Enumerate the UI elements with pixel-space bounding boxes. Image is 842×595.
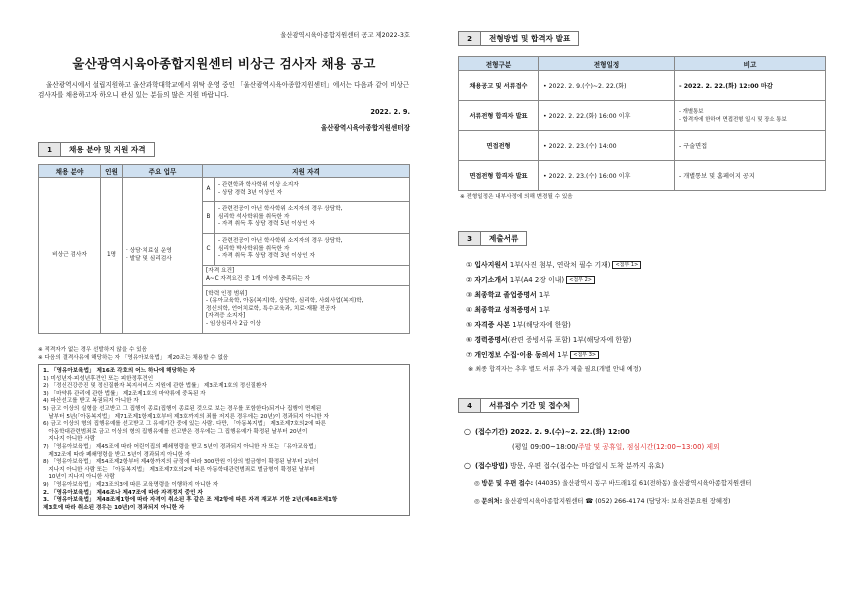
req-line: [자격 요건] bbox=[206, 267, 235, 274]
bullet-dot-icon: ◎ bbox=[474, 480, 482, 487]
duty-cell bbox=[123, 178, 203, 334]
table-header: 비고 bbox=[675, 57, 826, 71]
attachment-badge: <첨부 2> bbox=[566, 276, 595, 284]
section-number: 2 bbox=[459, 32, 481, 45]
list-item bbox=[466, 288, 826, 303]
attachment-badge: <첨부 1> bbox=[612, 261, 641, 269]
count-cell: 1명 bbox=[101, 178, 123, 334]
bullet-circle-icon: ○ bbox=[464, 427, 471, 436]
table-header: 지원 자격 bbox=[203, 165, 410, 178]
doc-name: 자격증 사본 bbox=[474, 321, 511, 329]
hours-text: (평일 09:00~18:00/ bbox=[512, 443, 579, 451]
box-item: 지나지 아니한 사람 bbox=[43, 436, 96, 443]
doc-detail: 1부(A4 2장 이내) bbox=[507, 276, 565, 284]
section-label: 서류접수 기간 및 접수처 bbox=[481, 399, 578, 412]
item-number: ⑤ bbox=[466, 321, 473, 329]
schedule-date: • 2022. 2. 22.(화) 16:00 이후 bbox=[539, 101, 675, 131]
requirement-cell bbox=[203, 266, 410, 286]
note-line: ※ 적격자가 없는 경우 선발하지 않을 수 있음 bbox=[38, 347, 147, 353]
box-item: 2) 「정신건강증진 및 정신질환자 복지서비스 지원에 관한 법률」 제3조제1호의 정신질환자 bbox=[43, 383, 267, 390]
box-item: 9) 「영유아보육법」 제23조의3에 따른 교육명령을 이행하지 아니한 자 bbox=[43, 481, 219, 488]
section-4-header bbox=[458, 398, 579, 413]
schedule-note: - 구술면접 bbox=[675, 131, 826, 161]
qual-key: B bbox=[203, 202, 215, 234]
qual-line: - 상담 경력 3년 이상인 자 bbox=[218, 189, 283, 196]
duty-line: · 상담·치료실 운영 bbox=[126, 247, 172, 254]
list-item bbox=[466, 348, 826, 363]
scope-line: 정신의학, 언어치료학, 특수교육과, 치료·재활 전공자 bbox=[206, 305, 336, 312]
box-item: 4) 파산선고를 받고 복권되지 아니한 자 bbox=[43, 398, 139, 405]
doc-name: 최종학교 졸업증명서 bbox=[474, 291, 537, 299]
reception-contact bbox=[464, 496, 826, 507]
box-item: 7) 「영유아보육법」 제45조에 따라 어린이집의 폐쇄명령을 받고 5년이 경과되지 아니한 자 또는 「유아교육법」 bbox=[43, 443, 320, 450]
section-label: 채용 분야 및 지원 자격 bbox=[61, 143, 154, 156]
box-item: 1) 미성년자·피성년후견인 또는 피한정후견인 bbox=[43, 375, 154, 382]
table-row bbox=[459, 101, 826, 131]
box-item: 5) 금고 이상의 실형을 선고받고 그 집행이 종료(집행이 종료된 것으로 보는 경우를 포함한다)되거나 집행이 면제된 bbox=[43, 405, 322, 412]
schedule-note-text: ※ 전형일정은 내부사정에 의해 변경될 수 있음 bbox=[460, 194, 573, 200]
qual-line: - 자격 취득 후 상담 경력 5년 이상인 자 bbox=[218, 221, 316, 228]
docs-note: ※ 최종 합격자는 추후 별도 서류 추가 제출 필요(개별 안내 예정) bbox=[468, 366, 642, 373]
qual-line: 심리학 석사학위를 취득한 자 bbox=[218, 213, 290, 220]
qual-line: - 관련전공이 아닌 학사학위 소지자의 경우 상담학, bbox=[218, 206, 343, 213]
qual-b-cell bbox=[215, 202, 410, 234]
box-item: 10년이 지나지 아니한 사람 bbox=[43, 474, 115, 481]
list-item bbox=[466, 303, 826, 318]
doc-name: 입사지원서 bbox=[474, 261, 508, 269]
section-number: 4 bbox=[459, 399, 481, 412]
qualification-table bbox=[38, 164, 410, 334]
doc-detail: (관련 증빙서류 포함) 1부(해당자에 한함) bbox=[507, 336, 632, 344]
address-value: (44035) 울산광역시 동구 바드래1길 61(전하동) 울산광역시육아종합지원센터 bbox=[533, 480, 752, 487]
qual-a-cell bbox=[215, 178, 410, 202]
doc-detail: 1부(사진 첨부, 연락처 필수 기재) bbox=[507, 261, 611, 269]
doc-name: 경력증명서 bbox=[474, 336, 508, 344]
scope-cell bbox=[203, 286, 410, 334]
contact-label: 문의처: bbox=[481, 498, 503, 505]
issuer-name: 울산광역시육아종합지원센터장 bbox=[320, 124, 410, 132]
schedule-stage: 면접전형 합격자 발표 bbox=[459, 161, 539, 191]
item-number: ⑦ bbox=[466, 351, 473, 359]
duty-line: · 발달 및 심리검사 bbox=[126, 255, 172, 262]
exclusion-text: 주말 및 공휴일, 점심시간(12:00~13:00) 제외 bbox=[578, 443, 720, 451]
intro-text: 울산광역시에서 설립지원하고 울산과학대학교에서 위탁 운영 중인 「울산광역시육아종합지원센터」에서는 다음과 같이 비상근 검사자를 채용하고자 하오니 관심 있는 분들의 많은 지원 바랍니다. bbox=[38, 81, 410, 99]
section-3-header bbox=[458, 231, 527, 246]
doc-detail: 1부 bbox=[536, 291, 550, 299]
box-item: 제32조에 따라 폐쇄명령을 받고 5년이 경과되지 아니한 자 bbox=[43, 451, 191, 458]
table-header: 전형구분 bbox=[459, 57, 539, 71]
box-item: 8) 「영유아보육법」 제54조제2항부터 제4항까지의 규정에 따라 300만원 이상의 벌금형이 확정된 날부터 2년이 bbox=[43, 459, 319, 466]
table-header: 주요 업무 bbox=[123, 165, 203, 178]
schedule-note: - 합격자에 한하여 면접전형 일시 및 장소 통보 bbox=[679, 116, 787, 123]
box-item: 아동학대관련범죄로 금고 이상의 형의 집행유예를 선고받은 경우에는 그 집행유예가 확정된 날부터 20년이 bbox=[43, 428, 308, 435]
schedule-stage: 서류전형 합격자 발표 bbox=[459, 101, 539, 131]
bullet-dot-icon: ◎ bbox=[474, 498, 482, 505]
qual-key: C bbox=[203, 234, 215, 266]
table-row bbox=[459, 161, 826, 191]
section-label: 전형방법 및 합격자 발표 bbox=[481, 32, 578, 45]
field-cell: 비상근 검사자 bbox=[39, 178, 101, 334]
table-header: 인원 bbox=[101, 165, 123, 178]
method-label: (접수방법) bbox=[475, 462, 508, 470]
qual-c-cell bbox=[215, 234, 410, 266]
note-line: ※ 다음의 결격사유에 해당하는 자 「영유아보육법」 제20조는 채용할 수 없음 bbox=[38, 354, 229, 361]
scope-line: - 임상심리사 2급 이상 bbox=[206, 320, 262, 327]
qual-line: - 관련학과 학사학위 이상 소지자 bbox=[218, 181, 299, 188]
schedule-stage: 면접전형 bbox=[459, 131, 539, 161]
schedule-note: - 개별통보 bbox=[679, 108, 704, 115]
notice-date: 2022. 2. 9. bbox=[370, 108, 410, 116]
schedule-note-cell bbox=[675, 101, 826, 131]
item-number: ③ bbox=[466, 291, 473, 299]
period-label: (접수기간) bbox=[475, 428, 508, 436]
box-item: 3) 「마약류 관리에 관한 법률」 제2조제1호의 마약류에 중독된 자 bbox=[43, 390, 206, 397]
qual-line: - 자격 취득 후 상담 경력 3년 이상인 자 bbox=[218, 253, 316, 260]
attachment-badge: <첨부 3> bbox=[570, 351, 599, 359]
table-notes bbox=[38, 347, 410, 362]
section-2-header bbox=[458, 31, 579, 46]
schedule-date: • 2022. 2. 9.(수)~2. 22.(화) bbox=[539, 71, 675, 101]
table-row bbox=[459, 71, 826, 101]
contact-value: 울산광역시육아종합지원센터 ☎ (052) 266-4174 (담당자: 보육전문요원 장혜정) bbox=[502, 498, 731, 505]
box-heading: 제3호에 따라 취소된 경우는 10년)이 경과되지 아니한 자 bbox=[43, 504, 185, 511]
qual-line: 심리학 박사학위를 취득한 자 bbox=[218, 245, 290, 252]
box-item: 지나지 아니한 사람 또는 「아동복지법」 제3조제7호의2에 따른 아동학대관련범죄로 벌금형이 확정된 날부터 bbox=[43, 466, 315, 473]
table-header: 전형일정 bbox=[539, 57, 675, 71]
doc-detail: 1부 bbox=[555, 351, 569, 359]
table-row bbox=[459, 131, 826, 161]
method-value: 방문, 우편 접수(접수는 마감일시 도착 분까지 유효) bbox=[507, 462, 664, 470]
item-number: ④ bbox=[466, 306, 473, 314]
reception-period bbox=[464, 426, 826, 438]
box-heading: 1. 「영유아보육법」 제16조 각호의 어느 하나에 해당하는 자 bbox=[43, 368, 196, 374]
document-list bbox=[466, 258, 826, 363]
doc-name: 자기소개서 bbox=[474, 276, 508, 284]
doc-name: 개인정보 수집·이용 동의서 bbox=[474, 351, 556, 359]
address-label: 방문 및 우편 접수: bbox=[481, 480, 534, 487]
qual-line: - 관련전공이 아닌 학사학위 소지자의 경우 상담학, bbox=[218, 238, 343, 245]
item-number: ① bbox=[466, 261, 473, 269]
schedule-stage: 채용공고 및 서류접수 bbox=[459, 71, 539, 101]
list-item bbox=[466, 318, 826, 333]
schedule-date: • 2022. 2. 23.(수) 14:00 bbox=[539, 131, 675, 161]
box-item: 6) 금고 이상의 형의 집행유예를 선고받고 그 유예기간 중에 있는 사람. 다만, 「아동복지법」 제3조제7호의2에 따른 bbox=[43, 421, 327, 428]
section-number: 1 bbox=[39, 143, 61, 156]
disqualification-box bbox=[38, 364, 410, 516]
section-1-header bbox=[38, 142, 155, 157]
req-line: A~C 자격요건 중 1개 이상에 충족되는 자 bbox=[206, 275, 311, 282]
item-number: ② bbox=[466, 276, 473, 284]
list-item bbox=[466, 258, 826, 273]
doc-detail: 1부 bbox=[536, 306, 550, 314]
box-heading: 3. 「영유아보육법」 제48조제1항에 따라 자격이 취소된 후 같은 조 제2항에 따른 자격 재교부 기한 2년(제48조제1항 bbox=[43, 497, 338, 504]
scope-line: - (유아교육학, 아동(복지)학, 상담학, 심리학, 사회사업(복지)학, bbox=[206, 298, 364, 305]
box-heading: 2. 「영유아보육법」 제46조나 제47조에 따라 자격정지 중인 자 bbox=[43, 489, 203, 496]
section-label: 제출서류 bbox=[481, 232, 526, 245]
schedule-table bbox=[458, 56, 826, 191]
item-number: ⑥ bbox=[466, 336, 473, 344]
scope-line: [학력 인정 범위] bbox=[206, 290, 248, 297]
qual-key: A bbox=[203, 178, 215, 202]
scope-line: [자격증 소지자] bbox=[206, 313, 246, 320]
list-item bbox=[466, 273, 826, 288]
reception-hours bbox=[464, 442, 826, 453]
period-value: 2022. 2. 9.(수)~2. 22.(화) 12:00 bbox=[507, 428, 630, 436]
table-header: 채용 분야 bbox=[39, 165, 101, 178]
doc-name: 최종학교 성적증명서 bbox=[474, 306, 537, 314]
doc-detail: 1부(해당자에 한함) bbox=[510, 321, 571, 329]
notice-number: 울산광역시육아종합지원센터 공고 제2022-3호 bbox=[280, 32, 410, 39]
reception-address bbox=[464, 478, 826, 489]
reception-method bbox=[464, 460, 826, 472]
schedule-note: - 개별통보 및 홈페이지 공지 bbox=[675, 161, 826, 191]
box-item: 날부터 5년(「아동복지법」 제71조제1항제1호부터 제3호까지의 죄를 저지른 경우에는 20년)이 경과되지 아니한 자 bbox=[43, 413, 329, 420]
page-title: 울산광역시육아종합지원센터 비상근 검사자 채용 공고 bbox=[72, 56, 376, 71]
bullet-circle-icon: ○ bbox=[464, 461, 471, 470]
schedule-note: - 2022. 2. 22.(화) 12:00 마감 bbox=[675, 71, 826, 101]
schedule-date: • 2022. 2. 23.(수) 16:00 이후 bbox=[539, 161, 675, 191]
section-number: 3 bbox=[459, 232, 481, 245]
list-item bbox=[466, 333, 826, 348]
